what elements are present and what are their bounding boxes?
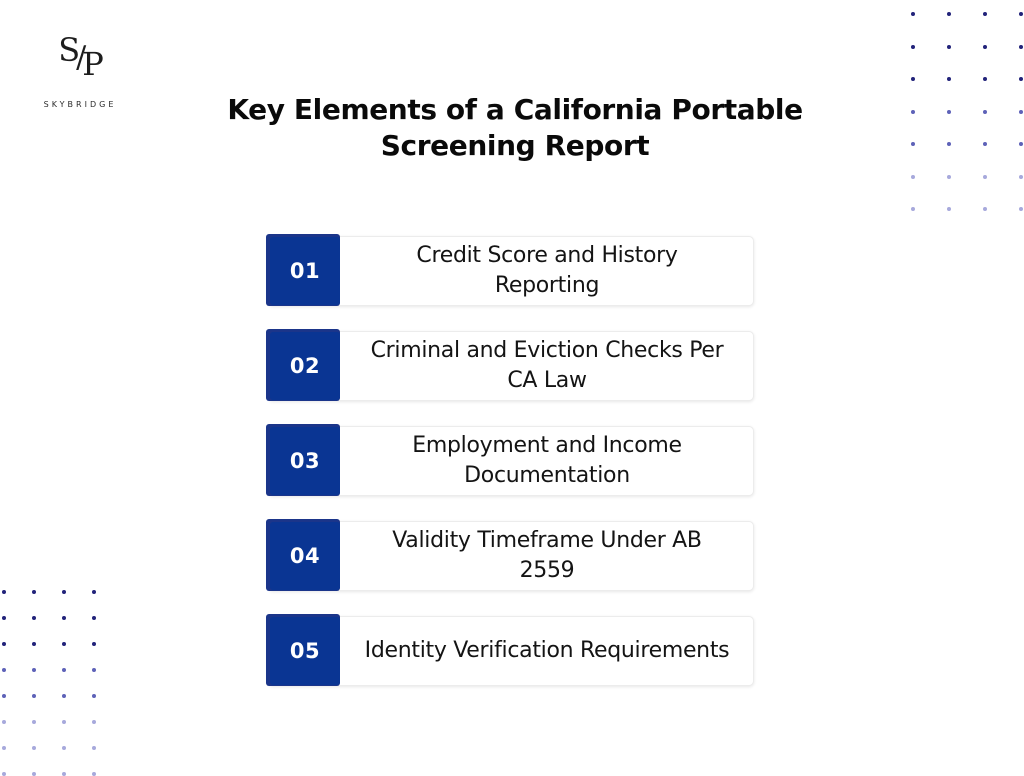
- decorative-dot: [2, 720, 6, 724]
- decorative-dot: [92, 642, 96, 646]
- decorative-dot: [1019, 142, 1023, 146]
- decorative-dot-grid-top: [911, 12, 1023, 211]
- decorative-dot: [2, 772, 6, 776]
- decorative-dot: [62, 616, 66, 620]
- decorative-dot: [62, 772, 66, 776]
- decorative-dot: [1019, 207, 1023, 211]
- decorative-dot: [947, 12, 951, 16]
- decorative-dot: [983, 77, 987, 81]
- decorative-dot: [1019, 110, 1023, 114]
- logo-letter-s: S: [58, 31, 79, 69]
- number-badge: 02: [270, 332, 340, 400]
- list-item: [266, 519, 754, 593]
- elements-list: [266, 234, 758, 709]
- item-label: Criminal and Eviction Checks Per CA Law: [370, 338, 724, 393]
- decorative-dot: [1019, 77, 1023, 81]
- logo-slash: /: [76, 40, 85, 75]
- decorative-dot: [92, 616, 96, 620]
- decorative-dot: [2, 590, 6, 594]
- number-badge: 03: [270, 427, 340, 495]
- decorative-dot: [983, 12, 987, 16]
- page-title: Key Elements of a California Portable Screening Report: [227, 93, 803, 162]
- decorative-dot: [983, 175, 987, 179]
- decorative-dot: [947, 175, 951, 179]
- decorative-dot: [32, 694, 36, 698]
- logo-monogram: [30, 31, 130, 83]
- decorative-dot: [1019, 45, 1023, 49]
- decorative-dot: [947, 45, 951, 49]
- decorative-dot: [983, 142, 987, 146]
- decorative-dot: [947, 142, 951, 146]
- decorative-dot: [911, 45, 915, 49]
- decorative-dot: [2, 642, 6, 646]
- decorative-dot: [911, 110, 915, 114]
- decorative-dot: [983, 207, 987, 211]
- decorative-dot: [92, 590, 96, 594]
- decorative-dot: [911, 12, 915, 16]
- skybridge-logo: [30, 31, 130, 109]
- decorative-dot: [92, 694, 96, 698]
- logo-letter-p: P: [82, 45, 102, 83]
- decorative-dot: [983, 45, 987, 49]
- list-item: [266, 614, 754, 688]
- number-badge: 01: [270, 237, 340, 305]
- item-label: Credit Score and History Reporting: [416, 243, 678, 298]
- decorative-dot: [92, 746, 96, 750]
- decorative-dot-grid-bottom: [2, 590, 96, 776]
- decorative-dot: [947, 207, 951, 211]
- decorative-dot: [32, 772, 36, 776]
- decorative-dot: [32, 642, 36, 646]
- decorative-dot: [92, 668, 96, 672]
- decorative-dot: [62, 746, 66, 750]
- list-item: [266, 329, 754, 403]
- decorative-dot: [947, 110, 951, 114]
- decorative-dot: [32, 746, 36, 750]
- decorative-dot: [911, 175, 915, 179]
- item-label: Identity Verification Requirements: [364, 638, 730, 663]
- decorative-dot: [1019, 12, 1023, 16]
- decorative-dot: [92, 720, 96, 724]
- list-item: [266, 234, 754, 308]
- number-badge: 05: [270, 617, 340, 685]
- decorative-dot: [911, 77, 915, 81]
- decorative-dot: [2, 746, 6, 750]
- decorative-dot: [911, 142, 915, 146]
- decorative-dot: [32, 668, 36, 672]
- decorative-dot: [2, 616, 6, 620]
- decorative-dot: [32, 720, 36, 724]
- number-badge: 04: [270, 522, 340, 590]
- decorative-dot: [1019, 175, 1023, 179]
- decorative-dot: [911, 207, 915, 211]
- item-label: Employment and Income Documentation: [412, 433, 682, 488]
- decorative-dot: [62, 720, 66, 724]
- decorative-dot: [32, 590, 36, 594]
- decorative-dot: [62, 694, 66, 698]
- list-item: [266, 424, 754, 498]
- item-label: Validity Timeframe Under AB 2559: [392, 528, 702, 583]
- decorative-dot: [2, 668, 6, 672]
- decorative-dot: [62, 668, 66, 672]
- decorative-dot: [983, 110, 987, 114]
- decorative-dot: [92, 772, 96, 776]
- decorative-dot: [62, 642, 66, 646]
- logo-wordmark: SKYBRIDGE: [43, 100, 117, 109]
- decorative-dot: [947, 77, 951, 81]
- decorative-dot: [62, 590, 66, 594]
- decorative-dot: [2, 694, 6, 698]
- decorative-dot: [32, 616, 36, 620]
